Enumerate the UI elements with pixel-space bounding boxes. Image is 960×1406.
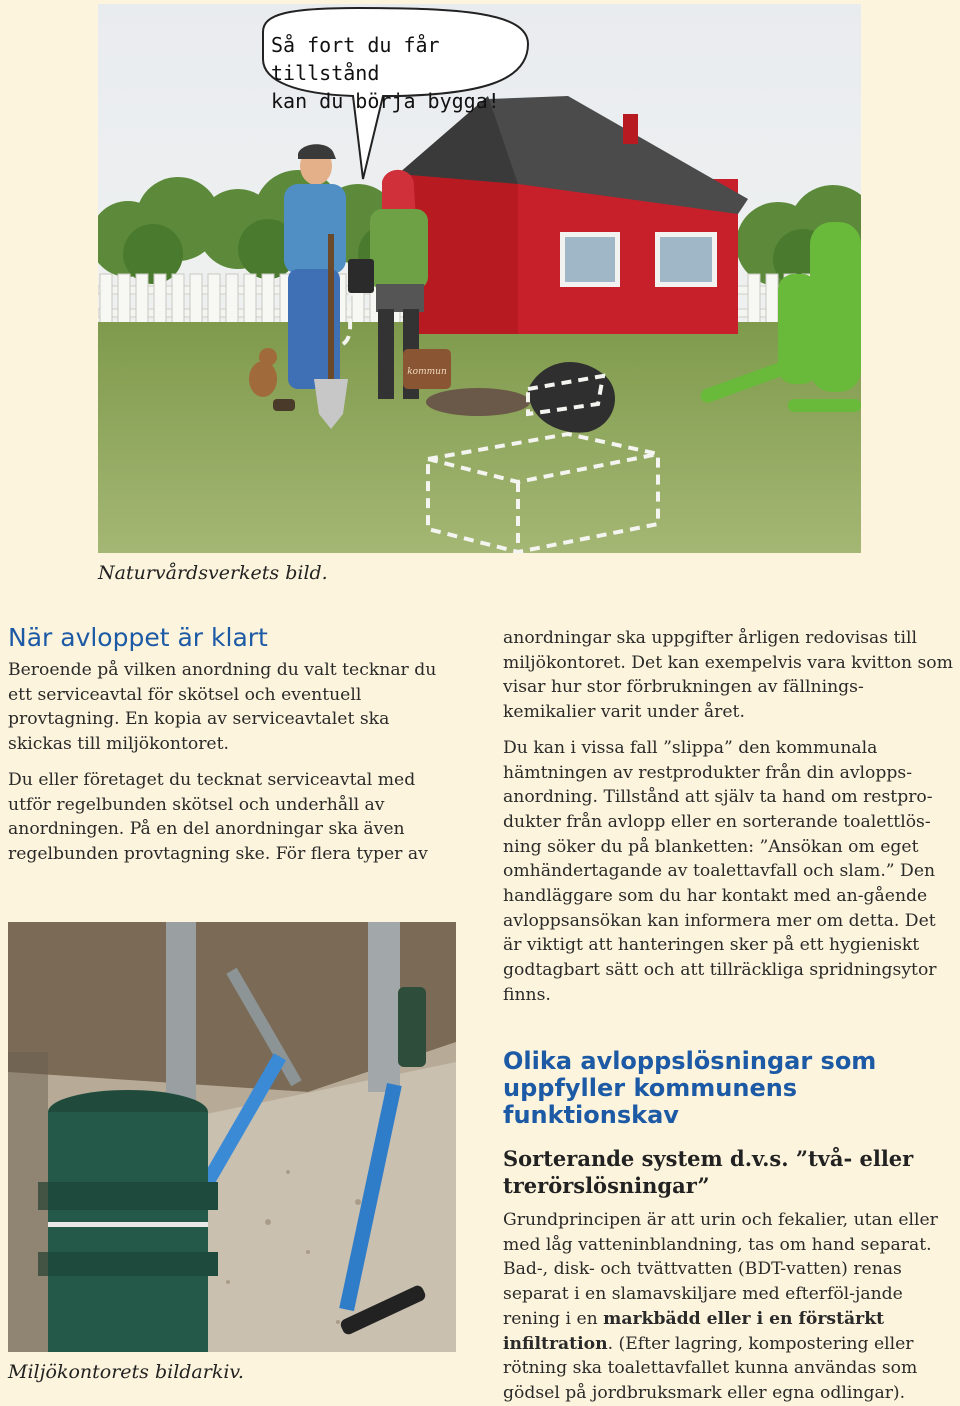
suitcase-label: kommun	[407, 367, 447, 377]
illustration	[98, 4, 861, 553]
paragraph-annual-reporting: anordningar ska uppgifter årligen redovisas till miljökontoret. Det kan exempelvis vara kvitton som visar hur stor förbrukningen av fällnings-kemikalier varit under året.	[503, 628, 953, 723]
solutions-heading-line-2: uppfyller kommunens funktionskav	[503, 1074, 798, 1129]
speech-line-2: kan du börja bygga!	[271, 89, 500, 113]
photo-caption: Miljökontorets bildarkiv.	[8, 1361, 244, 1383]
solutions-heading-line-1: Olika avloppslösningar som	[503, 1047, 877, 1075]
section-when-sewer-ready	[8, 625, 458, 867]
installation-photo	[8, 922, 456, 1352]
right-column-text	[503, 626, 955, 1008]
paragraph-own-handling: Du kan i vissa fall ”slippa” den kommunala hämtningen av restprodukter från din avlopps-anordning. Tillstånd att själv ta hand om restpro-dukter från avlopp eller en sorterande toalettlös-ning söker du på blanketten: ”Ansökan om eget omhändertagande av toalettavfall och slam.” Den handläggare som du har kontakt med an-gående avloppsansökan kan informera mer om detta. Det är viktigt att hanteringen sker på ett hygieniskt godtagbart sätt och att tillräckliga spridningsytor finns.	[503, 737, 937, 1005]
sewer-installation-image	[8, 922, 456, 1352]
paragraph-sorting-principle	[503, 1208, 955, 1406]
speech-line-1: Så fort du får tillstånd	[271, 33, 440, 85]
section-sewer-solutions	[503, 1048, 955, 1406]
sorting-heading-line-1: Sorterande system d.v.s. ”två- eller	[503, 1146, 914, 1171]
paragraph-maintenance: Du eller företaget du tecknat serviceavtal med utför regelbunden skötsel och underhåll av anordningen. På en del anordningar ska även regelbunden provtagning ske. För flera typer av	[8, 769, 428, 864]
principle-text-bold: markbädd eller i en förstärkt infiltration	[503, 1308, 885, 1354]
principle-text-2: . (Efter lagring, kompostering eller rötning ska toalettavfallet kunna användas som gödsel på jordbruksmark eller egna odlingar).	[503, 1333, 918, 1403]
solutions-heading	[503, 1048, 955, 1129]
illustration-caption: Naturvårdsverkets bild.	[98, 562, 328, 584]
sorting-system-heading	[503, 1145, 955, 1199]
section-heading: När avloppet är klart	[8, 623, 268, 652]
sorting-heading-line-2: trerörslösningar”	[503, 1173, 710, 1198]
principle-text-1: Grundprincipen är att urin och fekalier, utan eller med låg vatteninblandning, tas om hand separat. Bad-, disk- och tvättvatten (BDT-vatten) renas separat i en slamavskiljare med efterföl-jande rening i en	[503, 1210, 938, 1329]
speech-bubble	[271, 31, 531, 115]
paragraph-service-agreement: Beroende på vilken anordning du valt tecknar du ett serviceavtal för skötsel och eventuell provtagning. En kopia av serviceavtalet ska skickas till miljökontoret.	[8, 660, 437, 755]
